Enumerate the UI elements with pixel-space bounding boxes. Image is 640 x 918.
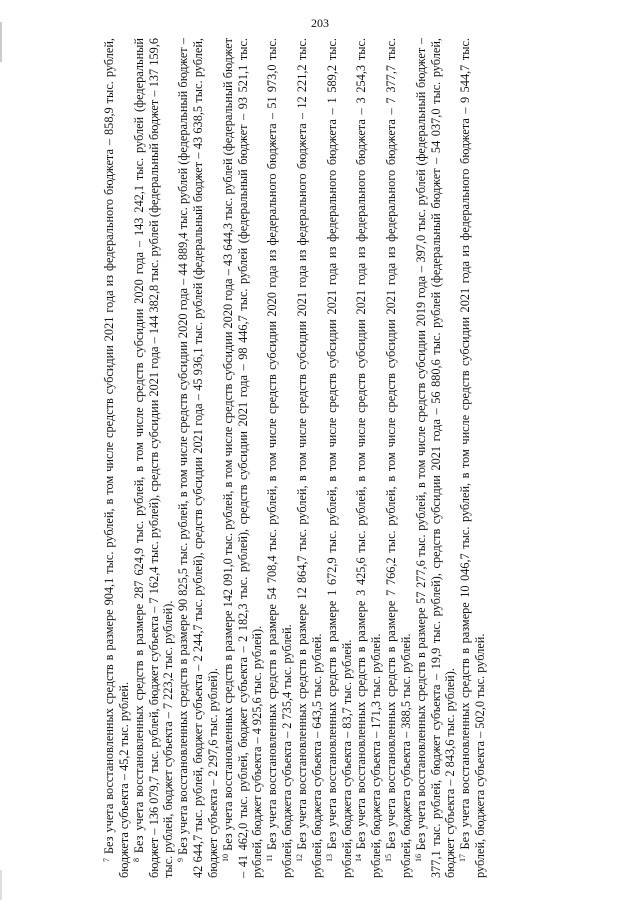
footnote-text: Без учета восстановленных средств в размере 54 708,4 тыс. рублей, в том числе средств субсидии 2020 года из федерального бюджета – 51 973,0 тыс. рублей, бюджета субъекта – 2 735,4 тыс. рублей. — [265, 38, 295, 878]
footnote-13 — [325, 38, 355, 878]
footnote-14 — [354, 38, 384, 878]
footnote-7 — [102, 38, 132, 878]
footnote-text: Без учета восстановленных средств в размере 287 624,9 тыс. рублей, в том числе средств субсидии 2020 года – 143 242,1 тыс. рублей (федеральный бюджет – 136 079,7 тыс. рублей, бюджет субъекта – 7 162,4 тыс. рублей), средств субсидии 2021 года – 144 382,8 тыс. рублей (федеральный бюджет – 137 159,6 тыс. рублей, бюджет субъекта – 7 223,2 тыс. рублей). — [131, 37, 176, 878]
footnote-text: Без учета восстановленных средств в размере 10 046,7 тыс. рублей, в том числе средств субсидии 2021 года из федерального бюджета – 9 544,7 тыс. рублей, бюджета субъекта – 502,0 тыс. рублей. — [458, 38, 488, 878]
footnote-17 — [458, 38, 488, 878]
footnote-text: Без учета восстановленных средств в размере 3 425,6 тыс. рублей, в том числе средств субсидии 2021 года из федерального бюджета – 3 254,3 тыс. рублей, бюджета субъекта – 171,3 тыс. рублей. — [354, 38, 384, 878]
footnote-15 — [384, 38, 414, 878]
footnotes-block — [102, 38, 610, 878]
footnote-text: Без учета восстановленных средств в размере 904,1 тыс. рублей, в том числе средств субсидии 2021 года из федерального бюджета – 858,9 тыс. рублей, бюджета субъекта – 45,2 тыс. рублей. — [102, 37, 131, 878]
footnote-text: Без учета восстановленных средств в размере 57 277,6 тыс. рублей, в том числе средств субсидии 2019 года – 397,0 тыс. рублей (федеральный бюджет – 377,1 тыс. рублей, бюджет субъекта – 19,9 тыс. рублей), средств субсидии 2021 года – 56 880,6 тыс. рублей (федеральный бюджет – 54 037,0 тыс. рублей, бюджет субъекта – 2 843,6 тыс. рублей). — [413, 38, 458, 878]
footnote-marker: 11 — [265, 854, 275, 862]
footnote-marker: 13 — [324, 854, 334, 862]
footnote-9 — [176, 38, 221, 878]
footnote-marker: 17 — [458, 854, 468, 862]
footnote-marker: 7 — [102, 858, 111, 862]
footnote-text: Без учета восстановленных средств в размере 12 864,7 тыс. рублей, в том числе средств субсидии 2021 года из федерального бюджета – 12 221,2 тыс. рублей, бюджета субъекта – 643,5 тыс. рублей. — [294, 38, 324, 878]
footnote-marker: 12 — [294, 854, 304, 862]
footnote-marker: 15 — [384, 854, 394, 862]
footnote-11 — [265, 38, 295, 878]
footnote-text: Без учета восстановленных средств в размере 142 091,0 тыс. рублей, в том числе средств субсидии 2020 года – 43 644,3 тыс. рублей (федеральный бюджет – 41 462,0 тыс. рублей, бюджет субъекта – 2 182,3 тыс. рублей), средств субсидии 2021 года – 98 446,7 тыс. рублей (федеральный бюджет – 93 521,1 тыс. рублей, бюджет субъекта – 4 925,6 тыс. рублей). — [220, 38, 265, 878]
footnote-16 — [414, 38, 459, 878]
footnote-marker: 8 — [131, 858, 141, 862]
footnote-text: Без учета восстановленных средств в размере 7 766,2 тыс. рублей, в том числе средств субсидии 2021 года из федерального бюджета – 7 377,7 тыс. рублей, бюджета субъекта – 388,5 тыс. рублей. — [384, 38, 413, 878]
footnote-12 — [295, 38, 325, 878]
footnote-10 — [221, 38, 266, 878]
scan-edge-mark-bottom — [0, 870, 2, 900]
footnote-text: Без учета восстановленных средств в размере 90 825,5 тыс. рублей, в том числе средств субсидии 2020 года – 44 889,4 тыс. рублей (федеральный бюджет – 42 644,7 тыс. рублей, бюджет субъекта – 2 244,7 тыс. рублей), средств субсидии 2021 года – 45 936,1 тыс. рублей (федеральный бюджет – 43 638,5 тыс. рублей, бюджет субъекта – 2 297,6 тыс. рублей). — [176, 38, 220, 878]
page-number: 203 — [311, 16, 329, 30]
footnote-marker: 9 — [176, 858, 186, 862]
footnote-marker: 10 — [220, 854, 230, 862]
footnote-marker: 14 — [354, 854, 364, 862]
footnote-marker: 16 — [413, 854, 423, 862]
footnote-text: Без учета восстановленных средств в размере 1 672,9 тыс. рублей, в том числе средств субсидии 2021 года из федерального бюджета – 1 589,2 тыс. рублей, бюджета субъекта – 83,7 тыс. рублей. — [324, 38, 354, 878]
footnote-8 — [132, 38, 177, 878]
